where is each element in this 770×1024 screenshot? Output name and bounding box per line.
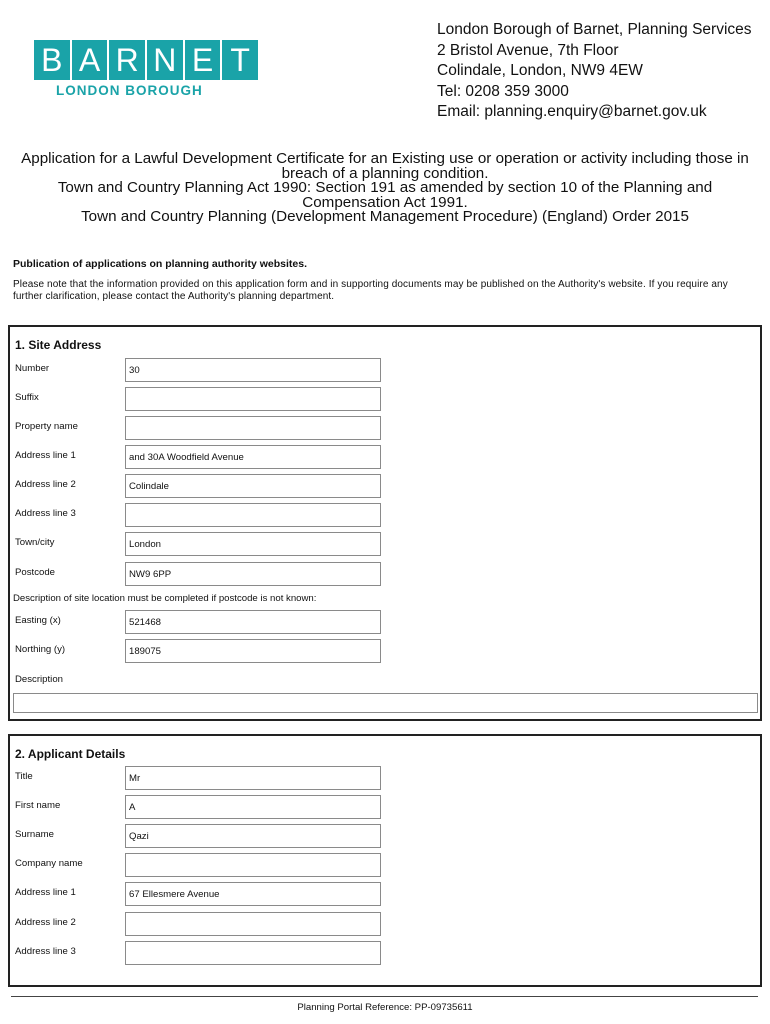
field-suffix <box>15 387 387 412</box>
field-property-name <box>15 416 387 441</box>
field-applicant-address-line-1 <box>15 882 387 907</box>
applicant-address-line-3-input[interactable] <box>125 941 381 965</box>
footer-divider <box>11 996 758 997</box>
applicant-address-line-1-input[interactable]: 67 Ellesmere Avenue <box>125 882 381 906</box>
logo-letter: T <box>222 40 258 80</box>
address-line: Colindale, London, NW9 4EW <box>437 62 643 79</box>
field-address-line-2 <box>15 474 387 499</box>
field-label: Address line 3 <box>15 946 76 957</box>
field-northing <box>15 639 387 664</box>
field-surname <box>15 824 387 849</box>
property-name-input[interactable] <box>125 416 381 440</box>
title-line: Compensation Act 1991. <box>302 193 468 211</box>
town-city-input[interactable]: London <box>125 532 381 556</box>
field-label: Address line 1 <box>15 887 76 898</box>
field-label: Address line 1 <box>15 450 76 461</box>
publication-heading: Publication of applications on planning authority websites. <box>13 258 308 270</box>
section-title: 2. Applicant Details <box>15 747 126 761</box>
logo-letter: N <box>147 40 183 80</box>
barnet-logo <box>34 40 260 102</box>
logo-subtitle: LONDON BOROUGH <box>56 83 203 98</box>
field-address-line-1 <box>15 445 387 470</box>
field-label: Title <box>15 771 33 782</box>
field-label: Northing (y) <box>15 644 66 655</box>
field-label: Suffix <box>15 392 39 403</box>
field-town-city <box>15 532 387 557</box>
field-applicant-address-line-2 <box>15 912 387 937</box>
address-line-3-input[interactable] <box>125 503 381 527</box>
title-line: Town and Country Planning Act 1990: Section 191 as amended by section 10 of the Planning and <box>57 179 713 197</box>
field-label: Easting (x) <box>15 615 61 626</box>
title-line: Town and Country Planning (Development Management Procedure) (England) Order 2015 <box>81 208 689 226</box>
suffix-input[interactable] <box>125 387 381 411</box>
logo-letter: E <box>185 40 221 80</box>
number-input[interactable]: 30 <box>125 358 381 382</box>
address-line: London Borough of Barnet, Planning Services <box>437 21 752 38</box>
field-label: Address line 3 <box>15 508 76 519</box>
field-label: Property name <box>15 421 78 432</box>
section-title: 1. Site Address <box>15 338 102 352</box>
first-name-input[interactable]: A <box>125 795 381 819</box>
logo-letter: R <box>109 40 145 80</box>
field-number <box>15 358 387 383</box>
title-line: Application for a Lawful Development Certificate for an Existing use or operation or activity including those in <box>21 150 749 167</box>
council-address <box>437 20 752 123</box>
logo-letter: B <box>34 40 70 80</box>
description-label: Description <box>15 674 63 685</box>
field-address-line-3 <box>15 503 387 528</box>
northing-input[interactable]: 189075 <box>125 639 381 663</box>
easting-input[interactable]: 521468 <box>125 610 381 634</box>
applicant-address-line-2-input[interactable] <box>125 912 381 936</box>
field-label: Address line 2 <box>15 917 76 928</box>
surname-input[interactable]: Qazi <box>125 824 381 848</box>
field-easting <box>15 610 387 635</box>
description-input[interactable] <box>13 693 758 713</box>
location-note: Description of site location must be completed if postcode is not known: <box>13 593 317 604</box>
planning-portal-reference: Planning Portal Reference: PP-09735611 <box>297 1002 473 1013</box>
field-label: Town/city <box>15 537 55 548</box>
field-postcode <box>15 562 387 587</box>
publication-note: Please note that the information provided on this application form and in supporting documents may be published on the Authority's website. If you require any further clarification, please contact the Authority's planning department. <box>13 279 728 302</box>
field-first-name <box>15 795 387 820</box>
address-line: Tel: 0208 359 3000 <box>437 82 569 100</box>
field-label: Postcode <box>15 567 56 578</box>
field-label: Surname <box>15 829 54 840</box>
field-label: Address line 2 <box>15 479 76 490</box>
field-label: Company name <box>15 858 83 869</box>
title-line: breach of a planning condition. <box>281 164 489 182</box>
address-line: 2 Bristol Avenue, 7th Floor <box>437 41 619 59</box>
address-line-2-input[interactable]: Colindale <box>125 474 381 498</box>
logo-letter: A <box>72 40 108 80</box>
site-address-section <box>8 325 762 721</box>
applicant-details-section <box>8 734 762 987</box>
address-line-1-input[interactable]: and 30A Woodfield Avenue <box>125 445 381 469</box>
field-label: Number <box>15 363 50 374</box>
title-input[interactable]: Mr <box>125 766 381 790</box>
form-title <box>0 152 770 225</box>
company-name-input[interactable] <box>125 853 381 877</box>
postcode-input[interactable]: NW9 6PP <box>125 562 381 586</box>
address-email: Email: planning.enquiry@barnet.gov.uk <box>437 103 707 120</box>
field-title <box>15 766 387 791</box>
field-company-name <box>15 853 387 878</box>
field-label: First name <box>15 800 61 811</box>
logo-letters <box>34 40 260 80</box>
field-applicant-address-line-3 <box>15 941 387 966</box>
